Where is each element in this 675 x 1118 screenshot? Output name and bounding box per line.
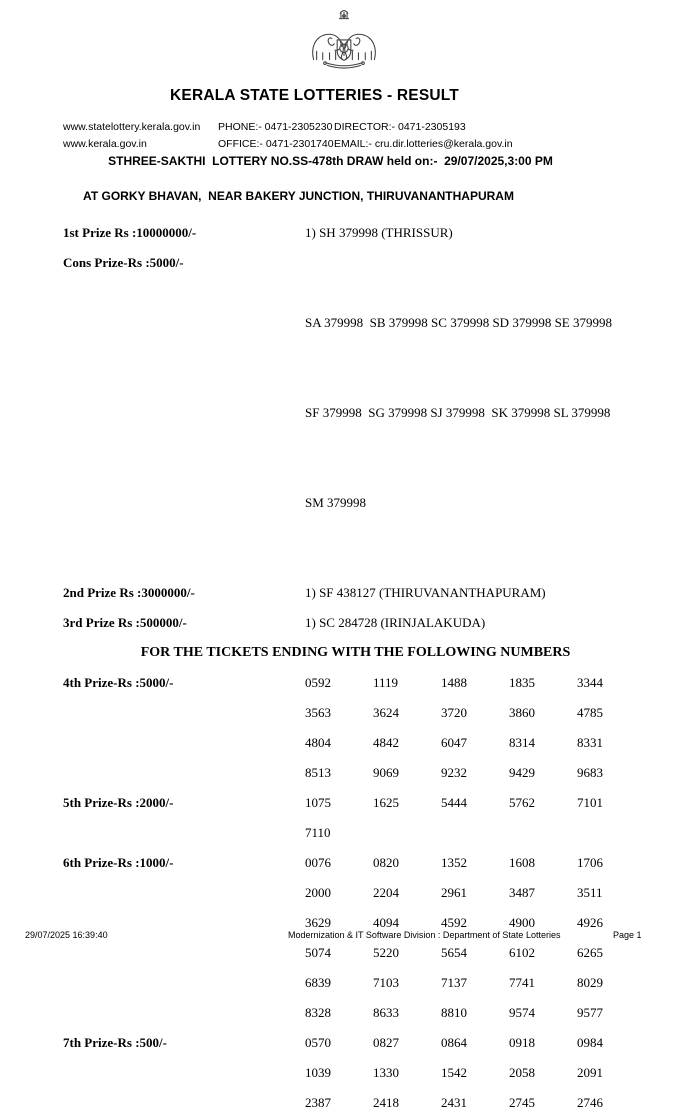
- ticket-number: 0827: [373, 1035, 399, 1050]
- ticket-number-row: [305, 818, 675, 848]
- ticket-number: 0820: [373, 855, 399, 870]
- ticket-number: 2387: [305, 1095, 331, 1110]
- ticket-number: 4842: [373, 735, 399, 750]
- ticket-number-row: [305, 998, 675, 1028]
- cons-line-2: SF 379998 SG 379998 SJ 379998 SK 379998 SL 379998: [305, 405, 611, 420]
- ticket-number-grid: [305, 668, 675, 788]
- ticket-number-grid: [305, 1028, 675, 1118]
- ticket-number: 7110: [305, 825, 331, 840]
- ticket-number: 1488: [441, 675, 467, 690]
- print-timestamp: 29/07/2025 16:39:40: [25, 930, 108, 940]
- ticket-number: 3511: [577, 885, 603, 900]
- ticket-number: 0918: [509, 1035, 535, 1050]
- draw-info-line: STHREE-SAKTHI LOTTERY NO.SS-478th DRAW held on:- 29/07/2025,3:00 PM: [108, 154, 553, 168]
- prize-label-1st: 1st Prize Rs :10000000/-: [63, 225, 197, 240]
- ticket-number: 5220: [373, 945, 399, 960]
- ticket-number-row: [305, 668, 675, 698]
- ticket-number: 6839: [305, 975, 331, 990]
- ticket-number: 9069: [373, 765, 399, 780]
- prize-label-6th: 6th Prize-Rs :1000/-: [63, 855, 174, 870]
- ticket-number: 6265: [577, 945, 603, 960]
- ticket-number: 1835: [509, 675, 535, 690]
- office-number: OFFICE:- 0471-2301740: [218, 138, 334, 150]
- ticket-number: 5762: [509, 795, 535, 810]
- ticket-number: 3487: [509, 885, 535, 900]
- prize-label-5th: 5th Prize-Rs :2000/-: [63, 795, 174, 810]
- ticket-number-row: [305, 1028, 675, 1058]
- website-kerala: www.kerala.gov.in: [63, 138, 147, 150]
- ticket-number: 9232: [441, 765, 467, 780]
- prize-section-7th: [0, 1028, 675, 1118]
- ticket-number-grid: [305, 788, 675, 848]
- website-statelottery: www.statelottery.kerala.gov.in: [63, 121, 201, 133]
- ticket-number: 1625: [373, 795, 399, 810]
- ticket-number: 8810: [441, 1005, 467, 1020]
- ticket-number: 2058: [509, 1065, 535, 1080]
- prize-label-4th: 4th Prize-Rs :5000/-: [63, 675, 174, 690]
- ticket-number: 1706: [577, 855, 603, 870]
- ticket-number: 2961: [441, 885, 467, 900]
- winning-number-1st: 1) SH 379998 (THRISSUR): [305, 225, 453, 240]
- prize-row-1st: [0, 218, 675, 248]
- contact-info: [63, 119, 513, 153]
- phone-number: PHONE:- 0471-2305230: [218, 121, 333, 133]
- prize-row-cons: [0, 248, 675, 578]
- winning-number-3rd: 1) SC 284728 (IRINJALAKUDA): [305, 615, 486, 630]
- prize-label-3rd: 3rd Prize Rs :500000/-: [63, 615, 187, 630]
- ticket-number: 5654: [441, 945, 467, 960]
- ticket-number: 2091: [577, 1065, 603, 1080]
- ticket-number-row: [305, 968, 675, 998]
- ticket-number: 8633: [373, 1005, 399, 1020]
- ticket-number-row: [305, 848, 675, 878]
- prize-label-2nd: 2nd Prize Rs :3000000/-: [63, 585, 195, 600]
- ticket-number: 1330: [373, 1065, 399, 1080]
- section-heading: FOR THE TICKETS ENDING WITH THE FOLLOWING NUMBERS: [140, 645, 571, 660]
- ticket-number-row: [305, 878, 675, 908]
- prize-row-2nd: [0, 578, 675, 608]
- director-number: DIRECTOR:- 0471-2305193: [334, 121, 466, 133]
- results-body: [0, 218, 675, 1118]
- contact-row-1: [63, 119, 513, 136]
- ticket-number: 8328: [305, 1005, 331, 1020]
- ticket-number-row: [305, 938, 675, 968]
- ticket-number: 1039: [305, 1065, 331, 1080]
- ticket-number-row: [305, 758, 675, 788]
- ticket-number: 0864: [441, 1035, 467, 1050]
- ticket-number: 2204: [373, 885, 399, 900]
- ticket-number: 8029: [577, 975, 603, 990]
- ticket-number: 7137: [441, 975, 467, 990]
- ticket-number: 6102: [509, 945, 535, 960]
- ticket-number: 0076: [305, 855, 331, 870]
- ticket-number: 4926: [577, 915, 603, 930]
- prize-section-5th: [0, 788, 675, 848]
- ticket-number: 4785: [577, 705, 603, 720]
- ticket-number: 9683: [577, 765, 603, 780]
- ticket-number: 5074: [305, 945, 331, 960]
- prize-label-7th: 7th Prize-Rs :500/-: [63, 1035, 167, 1050]
- ticket-number: 8314: [509, 735, 535, 750]
- kerala-state-emblem-icon: [306, 8, 382, 84]
- ticket-number: 5444: [441, 795, 467, 810]
- ticket-number: 4094: [373, 915, 399, 930]
- ticket-number-row: [305, 788, 675, 818]
- ticket-number: 3624: [373, 705, 399, 720]
- ticket-number: 4804: [305, 735, 331, 750]
- venue-line: AT GORKY BHAVAN, NEAR BAKERY JUNCTION, THIRUVANANTHAPURAM: [83, 189, 514, 203]
- email-address: EMAIL:- cru.dir.lotteries@kerala.gov.in: [334, 138, 513, 150]
- cons-line-1: SA 379998 SB 379998 SC 379998 SD 379998 SE 379998: [305, 315, 612, 330]
- ticket-number: 3720: [441, 705, 467, 720]
- ticket-number-row: [305, 698, 675, 728]
- ticket-number: 6047: [441, 735, 467, 750]
- page-number: Page 1: [613, 930, 642, 940]
- ticket-number: 2746: [577, 1095, 603, 1110]
- ticket-number-row: [305, 1058, 675, 1088]
- ticket-number: 1352: [441, 855, 467, 870]
- ticket-number: 1075: [305, 795, 331, 810]
- ticket-number: 3629: [305, 915, 331, 930]
- ticket-number: 7741: [509, 975, 535, 990]
- ticket-number: 2418: [373, 1095, 399, 1110]
- ticket-number: 7101: [577, 795, 603, 810]
- page-title: KERALA STATE LOTTERIES - RESULT: [170, 87, 459, 104]
- prize-row-3rd: [0, 608, 675, 638]
- ticket-number: 2000: [305, 885, 331, 900]
- ticket-number: 9574: [509, 1005, 535, 1020]
- ticket-number: 2431: [441, 1095, 467, 1110]
- ticket-number: 4900: [509, 915, 535, 930]
- footer-division-text: Modernization & IT Software Division : Department of State Lotteries: [288, 930, 561, 940]
- ticket-number: 3563: [305, 705, 331, 720]
- winning-numbers-cons: [305, 248, 675, 578]
- ticket-number: 8513: [305, 765, 331, 780]
- ticket-number: 0592: [305, 675, 331, 690]
- prize-section-4th: [0, 668, 675, 788]
- ticket-number: 1608: [509, 855, 535, 870]
- ticket-number: 7103: [373, 975, 399, 990]
- ticket-number: 1542: [441, 1065, 467, 1080]
- ticket-number: 3344: [577, 675, 603, 690]
- cons-line-3: SM 379998: [305, 495, 367, 510]
- ticket-number: 1119: [373, 675, 399, 690]
- ticket-number-row: [305, 728, 675, 758]
- ticket-number: 8331: [577, 735, 603, 750]
- ticket-number: 4592: [441, 915, 467, 930]
- ticket-number-row: [305, 1088, 675, 1118]
- winning-number-2nd: 1) SF 438127 (THIRUVANANTHAPURAM): [305, 585, 546, 600]
- ticket-number: 0570: [305, 1035, 331, 1050]
- ticket-number: 9429: [509, 765, 535, 780]
- ticket-number: 3860: [509, 705, 535, 720]
- ticket-number: 9577: [577, 1005, 603, 1020]
- ticket-number: 2745: [509, 1095, 535, 1110]
- contact-row-2: [63, 136, 513, 153]
- prize-label-cons: Cons Prize-Rs :5000/-: [63, 255, 184, 270]
- ticket-number: 0984: [577, 1035, 603, 1050]
